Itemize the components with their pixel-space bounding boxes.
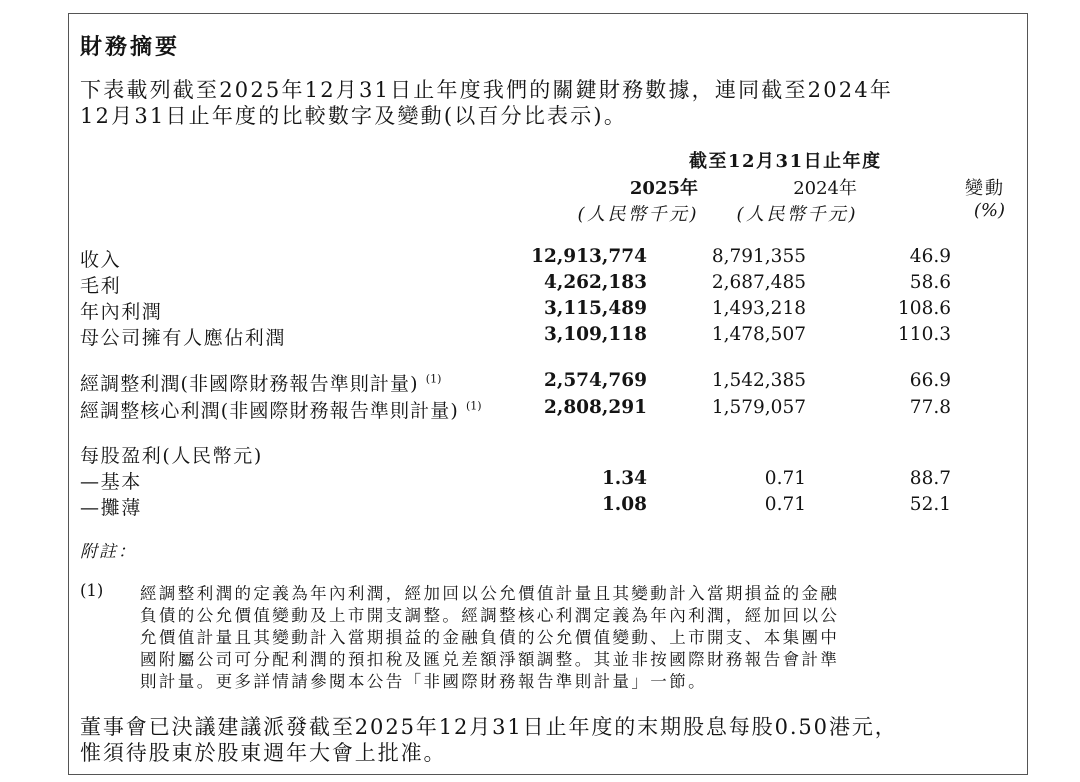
- period-header: 截至12月31日止年度: [689, 151, 882, 172]
- note-line: 允價值計量且其變動計入當期損益的金融負債的公允價值變動、上市開支、本集團中: [140, 628, 840, 647]
- value-2024: 1,579,057: [711, 397, 806, 418]
- col-header-2024: 2024年: [793, 178, 857, 199]
- value-2025: 2,808,291: [544, 397, 647, 418]
- value-change: 88.7: [909, 468, 951, 489]
- value-2024: 8,791,355: [711, 246, 806, 267]
- value-change: 52.1: [909, 494, 951, 515]
- eps-heading: 每股盈利(人民幣元): [80, 445, 263, 467]
- row-label: 經調整核心利潤(非國際財務報告準則計量) $^{(1)}$: [80, 399, 482, 422]
- note-marker: (1): [80, 581, 104, 600]
- intro-line-2: 12月31日止年度的比較數字及變動(以百分比表示)。: [80, 104, 628, 128]
- col-header-change: 變動: [965, 178, 1005, 199]
- value-2025: 1.34: [601, 468, 647, 489]
- value-2024: 1,493,218: [711, 298, 806, 319]
- row-label: 毛利: [80, 275, 122, 297]
- dividend-line-1: 董事會已決議建議派發截至2025年12月31日止年度的末期股息每股0.50港元，: [80, 715, 898, 739]
- value-2025: 3,109,118: [544, 324, 647, 345]
- value-change: 77.8: [909, 397, 951, 418]
- value-change: 66.9: [909, 370, 951, 391]
- value-change: 110.3: [898, 324, 951, 345]
- row-label: 母公司擁有人應佔利潤: [80, 327, 287, 349]
- value-2024: 2,687,485: [711, 272, 806, 293]
- row-label: 經調整利潤(非國際財務報告準則計量) $^{(1)}$: [80, 372, 442, 395]
- note-line: 則計量。更多詳情請參閱本公告「非國際財務報告準則計量」一節。: [140, 672, 707, 691]
- row-label: —基本: [80, 471, 142, 493]
- value-2025: 4,262,183: [544, 272, 647, 293]
- unit-2025: (人民幣千元): [577, 204, 699, 225]
- value-change: 108.6: [898, 298, 951, 319]
- value-2025: 1.08: [601, 494, 647, 515]
- value-2024: 1,542,385: [711, 370, 806, 391]
- intro-line-1: 下表載列截至2025年12月31日止年度我們的關鍵財務數據，連同截至2024年: [80, 78, 894, 102]
- dividend-line-2: 惟須待股東於股東週年大會上批准。: [80, 741, 447, 765]
- note-line: 國附屬公司可分配利潤的預扣稅及匯兑差額淨額調整。其並非按國際財務報告會計準: [140, 650, 840, 669]
- section-title: 財務摘要: [80, 34, 181, 60]
- value-change: 58.6: [909, 272, 951, 293]
- notes-heading: 附註：: [80, 542, 137, 562]
- row-label: —攤薄: [80, 497, 142, 519]
- row-label: 年內利潤: [80, 301, 163, 323]
- unit-change: (%): [973, 200, 1005, 221]
- value-2025: 12,913,774: [531, 246, 647, 267]
- value-2025: 2,574,769: [544, 370, 647, 391]
- value-2025: 3,115,489: [544, 298, 647, 319]
- value-change: 46.9: [909, 246, 951, 267]
- value-2024: 0.71: [764, 468, 806, 489]
- footnote-marker: (1): [465, 399, 482, 413]
- value-2024: 1,478,507: [711, 324, 806, 345]
- document-frame: [68, 13, 1028, 775]
- footnote-marker: (1): [425, 372, 442, 386]
- col-header-2025: 2025年: [629, 178, 698, 199]
- value-2024: 0.71: [764, 494, 806, 515]
- row-label: 收入: [80, 249, 122, 271]
- note-line: 負債的公允價值變動及上市開支調整。經調整核心利潤定義為年內利潤，經加回以公: [140, 606, 840, 625]
- unit-2024: (人民幣千元): [736, 204, 858, 225]
- note-line: 經調整利潤的定義為年內利潤，經加回以公允價值計量且其變動計入當期損益的金融: [140, 584, 840, 603]
